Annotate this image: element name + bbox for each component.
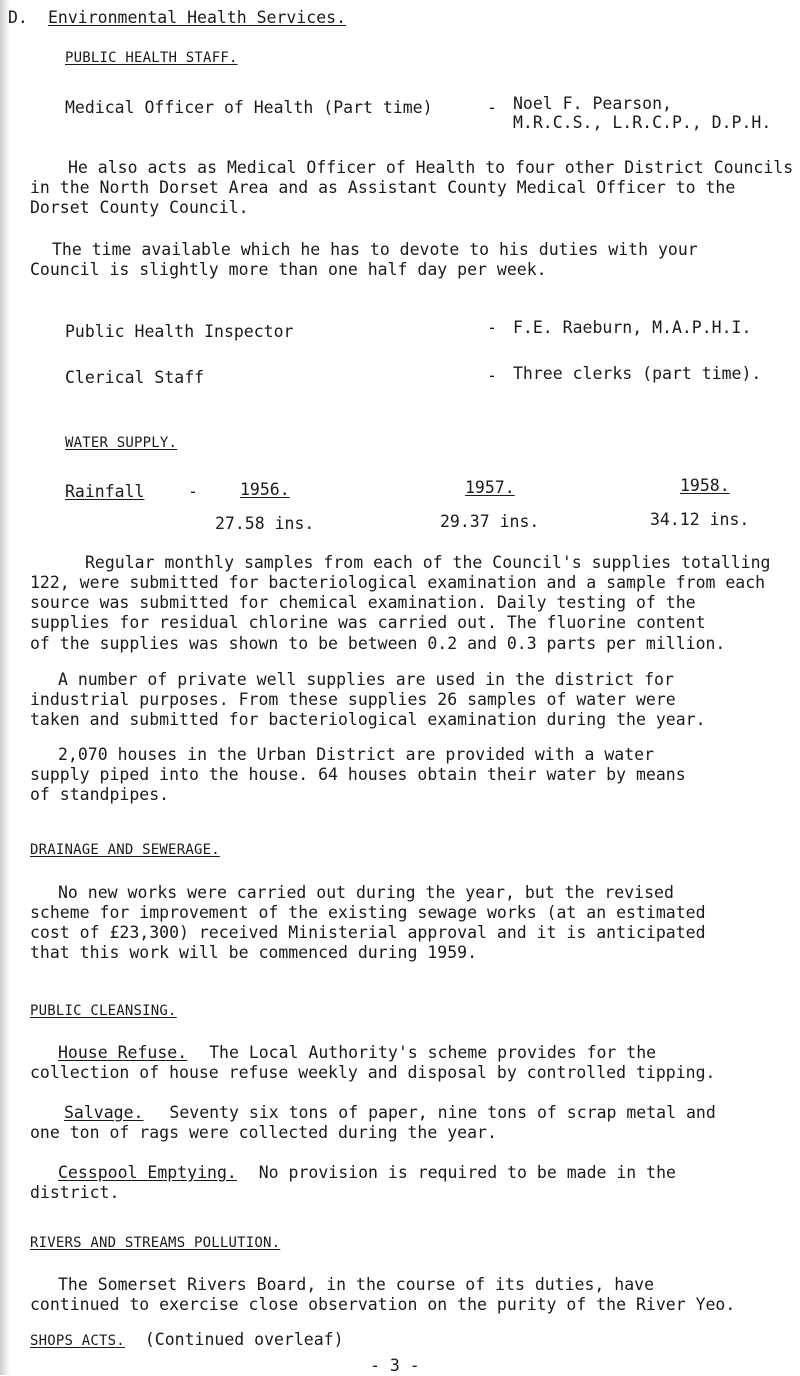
- page-spine-shadow: [0, 0, 10, 1375]
- rainfall-label: Rainfall: [65, 482, 145, 501]
- mo-label: Medical Officer of Health (Part time): [65, 98, 433, 117]
- rivers-paragraph: The Somerset Rivers Board, in the course of its duties, have continued to exercise close observation on the purity of the River Yeo.: [30, 1275, 736, 1315]
- phi-label: Public Health Inspector: [65, 322, 294, 341]
- rainfall-value: 27.58 ins.: [215, 514, 315, 533]
- time-available-paragraph: The time available which he has to devote to his duties with your Council is slightly more than one half day per week.: [30, 240, 698, 280]
- drainage-heading: DRAINAGE AND SEWERAGE.: [30, 842, 220, 858]
- drainage-paragraph: No new works were carried out during the year, but the revised scheme for improvement of the existing sewage works (at an estimated cost of £23,300) received Ministerial approval and it is anticipated that this work will be commenced during 1959.: [30, 883, 706, 963]
- clerical-dash: -: [487, 366, 497, 385]
- salvage-text: Seventy six tons of paper, nine tons of scrap metal and: [169, 1103, 716, 1122]
- shops-acts-heading: SHOPS ACTS.: [30, 1333, 125, 1349]
- cesspool-text: No provision is required to be made in the: [258, 1163, 676, 1182]
- water-samples-paragraph: Regular monthly samples from each of the Council's supplies totalling 122, were submitted for bacteriological examination and a sample from each source was submitted for chemical examination. Daily testing of the supplies for residual chlorine was carried out. The fluorine content of the supplies was shown to be between 0.2 and 0.3 parts per million.: [30, 553, 771, 653]
- salvage-title: Salvage.: [64, 1103, 144, 1122]
- section-title: Environmental Health Services.: [48, 8, 347, 27]
- rainfall-year: 1956.: [240, 480, 290, 499]
- piped-supply-paragraph: 2,070 houses in the Urban District are provided with a water supply piped into the house. 64 houses obtain their water by means of standpipes.: [30, 745, 686, 805]
- section-letter: D.: [8, 8, 28, 27]
- house-refuse-text-line2: collection of house refuse weekly and disposal by controlled tipping.: [30, 1063, 716, 1082]
- mo-other-duties-paragraph: He also acts as Medical Officer of Health to four other District Councils in the North Dorset Area and as Assistant County Medical Officer to the Dorset County Council.: [30, 158, 794, 218]
- house-refuse-title: House Refuse.: [58, 1043, 188, 1062]
- cesspool-text-line2: district.: [30, 1183, 120, 1202]
- public-health-staff-heading: PUBLIC HEALTH STAFF.: [65, 50, 238, 66]
- mo-dash: -: [487, 98, 497, 117]
- water-supply-heading: WATER SUPPLY.: [65, 435, 178, 451]
- salvage-text-line2: one ton of rags were collected during the year.: [30, 1123, 497, 1142]
- rainfall-year: 1957.: [465, 478, 515, 497]
- page-number: - 3 -: [370, 1356, 420, 1375]
- phi-dash: -: [487, 318, 497, 337]
- cesspool-title: Cesspool Emptying.: [58, 1163, 237, 1182]
- rainfall-dash: -: [188, 482, 198, 501]
- continued-overleaf-note: (Continued overleaf): [144, 1330, 344, 1349]
- rainfall-value: 34.12 ins.: [650, 510, 750, 529]
- clerical-value: Three clerks (part time).: [513, 364, 762, 383]
- rivers-heading: RIVERS AND STREAMS POLLUTION.: [30, 1235, 281, 1251]
- rainfall-year: 1958.: [680, 476, 730, 495]
- phi-name: F.E. Raeburn, M.A.P.H.I.: [513, 318, 752, 337]
- public-cleansing-heading: PUBLIC CLEANSING.: [30, 1003, 177, 1019]
- rainfall-value: 29.37 ins.: [440, 512, 540, 531]
- house-refuse-text: The Local Authority's scheme provides for the: [209, 1043, 657, 1062]
- clerical-label: Clerical Staff: [65, 368, 205, 387]
- mo-qualifications: M.R.C.S., L.R.C.P., D.P.H.: [513, 113, 772, 132]
- mo-name: Noel F. Pearson,: [513, 94, 672, 113]
- private-wells-paragraph: A number of private well supplies are used in the district for industrial purposes. From these supplies 26 samples of water were taken and submitted for bacteriological examination during the year.: [30, 670, 706, 730]
